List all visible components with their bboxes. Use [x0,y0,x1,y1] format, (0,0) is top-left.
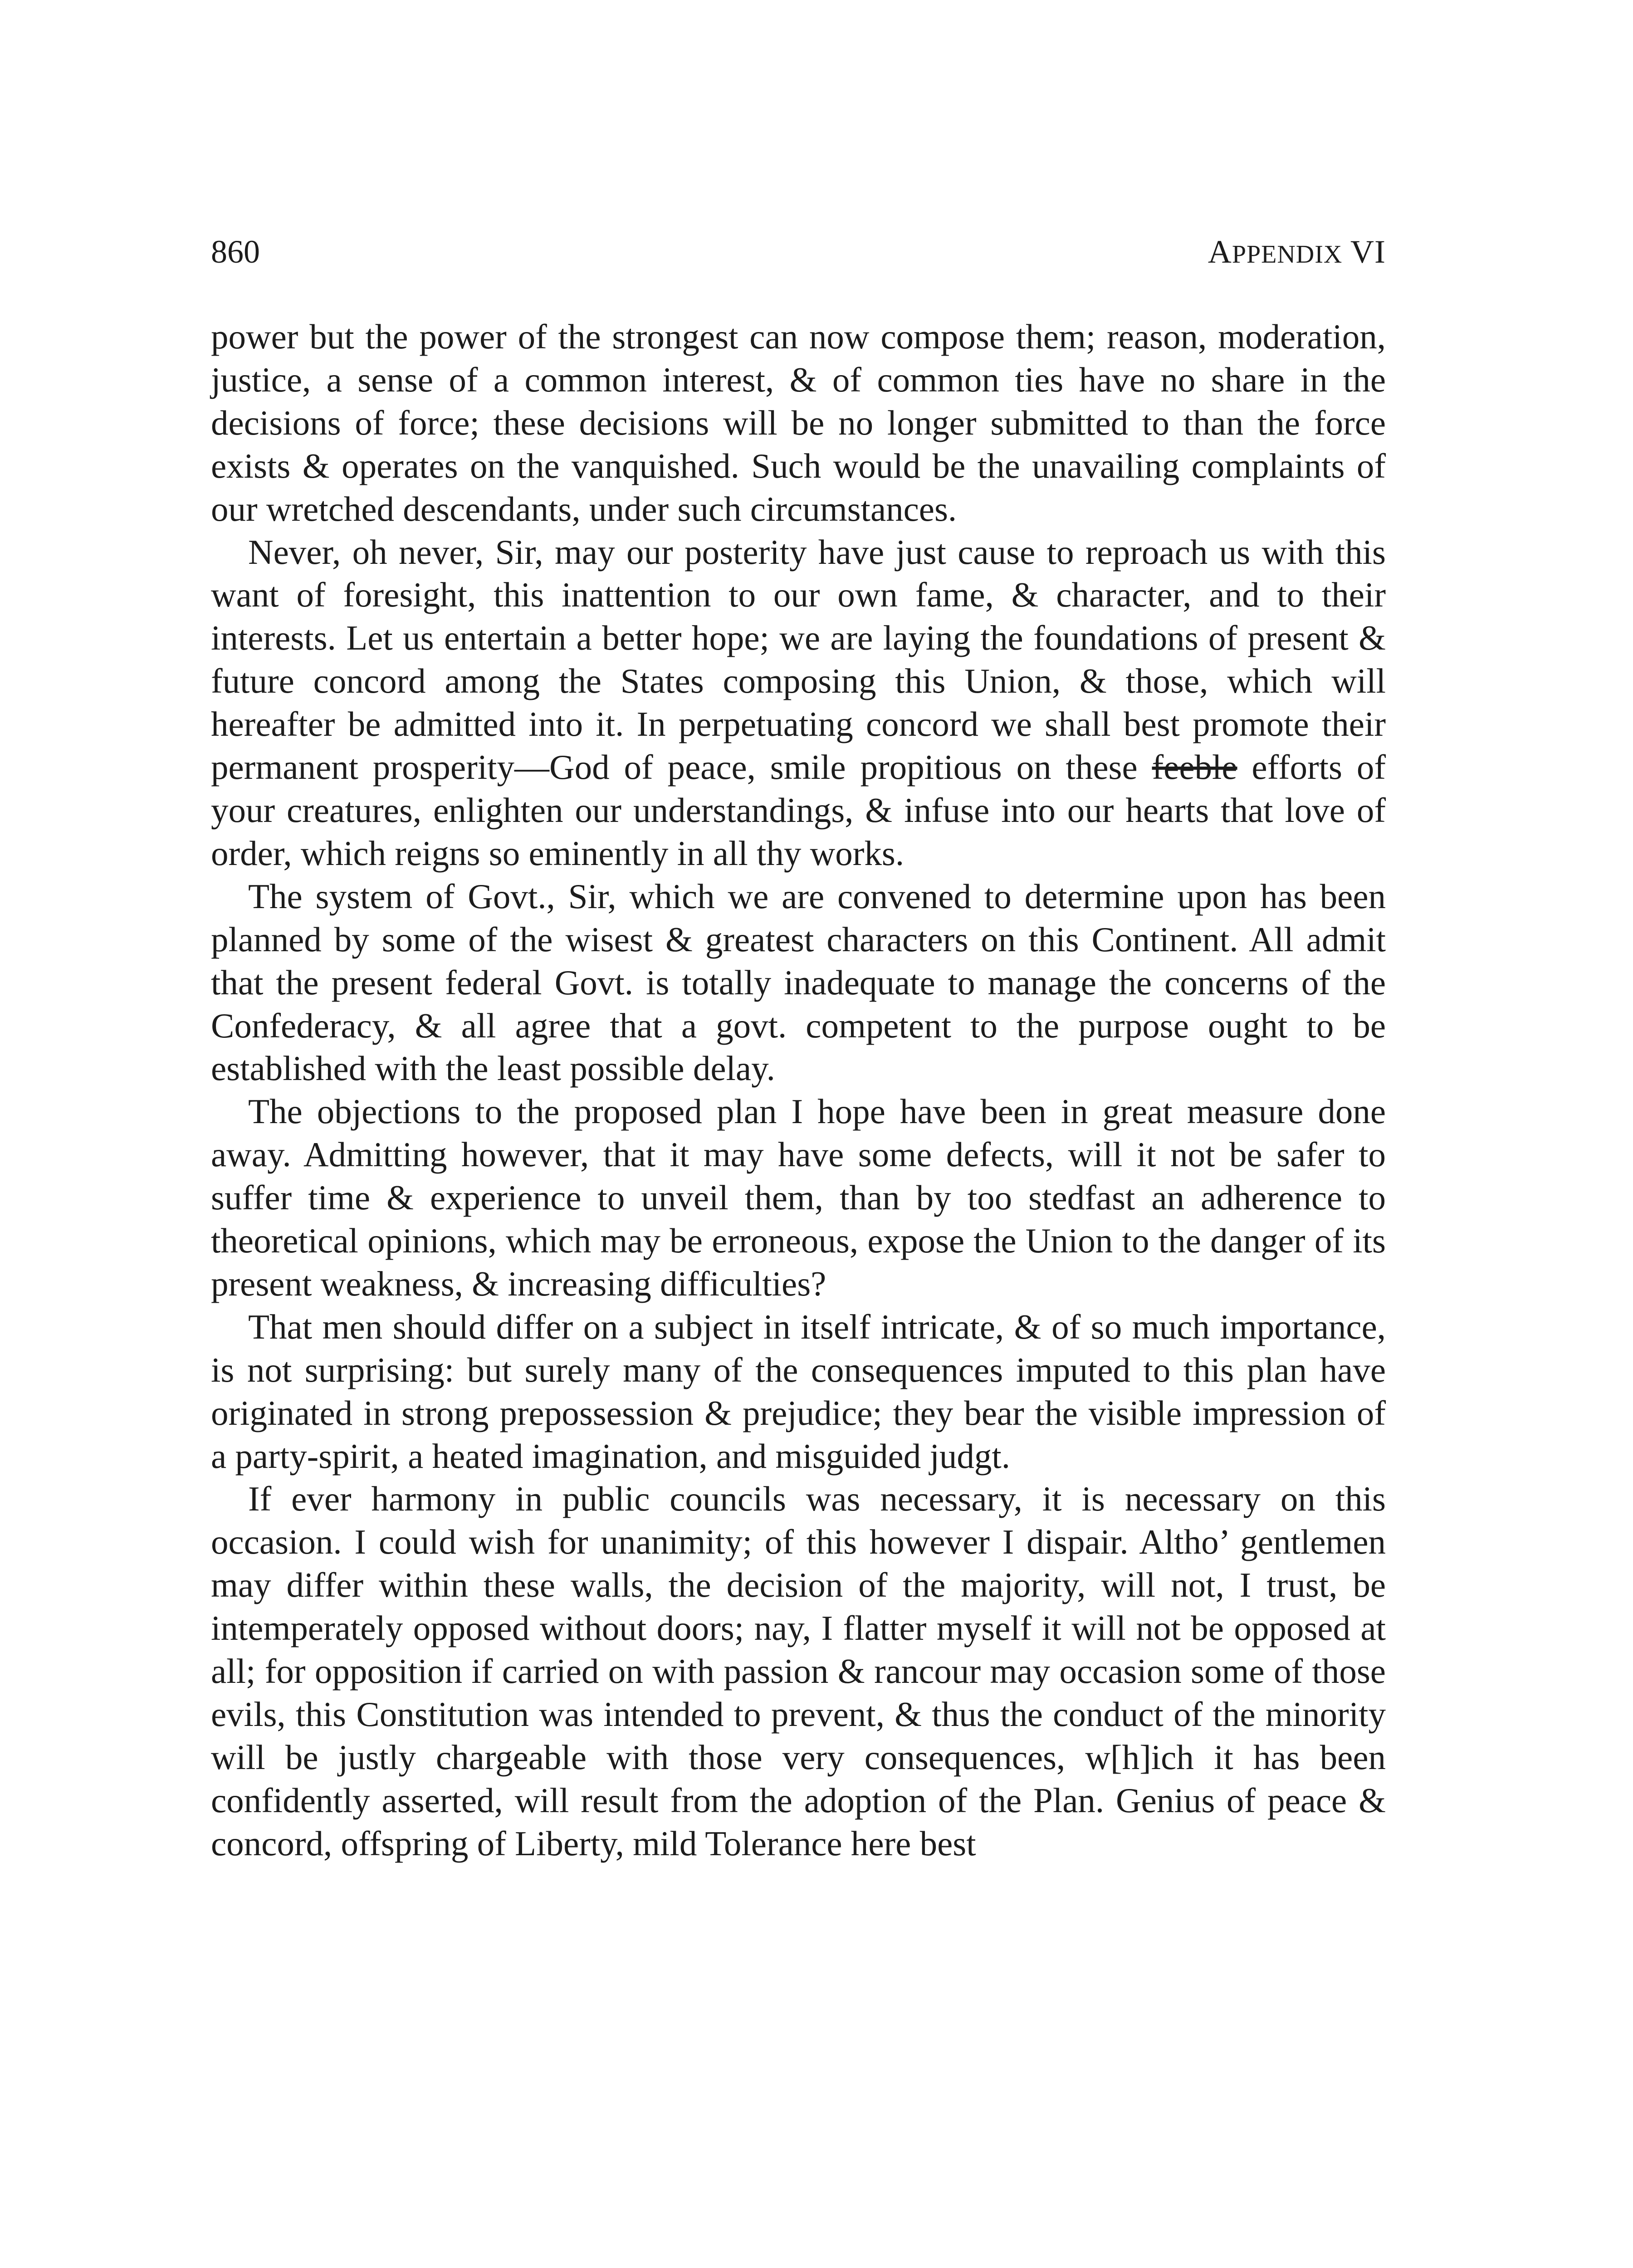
struck-word: feeble [1152,748,1237,787]
paragraph-text: Never, oh never, Sir, may our posterity have just cause to reproach us with this want of foresight, this inattention to our own fame, & character, and to their interests. Let us entertain a better hope; we are laying the foundations of present & future concord among the States composing this Union, & those, which will hereafter be admitted into it. In perpetuating concord we shall best promote their permanent prosperity—God of peace, smile propitious on these [211,532,1386,787]
paragraph-continued: power but the power of the strongest can now compose them; reason, moderation, justice, a sense of a common interest, & of common ties have no share in the decisions of force; these decisions will be no longer submitted to than the force exists & operates on the vanquished. Such would be the unavailing complaints of our wretched descendants, under such circumstances. [211,317,1386,528]
paragraph-system-of-govt: The system of Govt., Sir, which we are convened to determine upon has been planned by some of the wisest & greatest characters on this Continent. All admit that the present federal Govt. is totally inadequate to manage the concerns of the Confederacy, & all agree that a govt. competent to the purpose ought to be established with the least possible delay. [211,876,1386,1088]
section-title-numeral: VI [1350,234,1386,270]
paragraph-harmony: If ever harmony in public councils was necessary, it is necessary on this occasion. I could wish for unanimity; of this however I dispair. Altho’ gentlemen may differ within these walls, the decision of the majority, will not, I trust, be intemperately opposed without doors; nay, I flatter myself it will not be opposed at all; for opposition if carried on with passion & rancour may occasion some of those evils, this Constitution was intended to prevent, & thus the conduct of the minority will be justly chargeable with those very consequences, w[h]ich it has been confidently asserted, will result from the adoption of the Plan. Genius of peace & concord, offspring of Liberty, mild Tolerance here best [211,1479,1386,1863]
running-head [211,231,1386,272]
section-title [1208,231,1386,275]
paragraph-men-differ: That men should differ on a subject in itself intricate, & of so much importance, is not surprising: but surely many of the consequences imputed to this plan have originated in strong prepossession & prejudice; they bear the visible impression of a party-spirit, a heated imagination, and misguided judgt. [211,1307,1386,1476]
page-number: 860 [211,234,260,270]
section-title-smallcaps: PPENDIX [1232,240,1343,269]
paragraph-text: efforts of your creatures, enlighten our understandings, & infuse into our hearts that love of order, which reigns so eminently in all thy works. [211,748,1386,873]
paragraph-objections: The objections to the proposed plan I hope have been in great measure done away. Admitting however, that it may have some defects, will it not be safer to suffer time & experience to unveil them, than by too stedfast an adherence to theoretical opinions, which may be erroneous, expose the Union to the danger of its present weakness, & increasing difficulties? [211,1092,1386,1303]
section-title-initial: A [1208,234,1232,270]
body-text [211,315,1386,1865]
paragraph-posterity [211,531,1386,875]
